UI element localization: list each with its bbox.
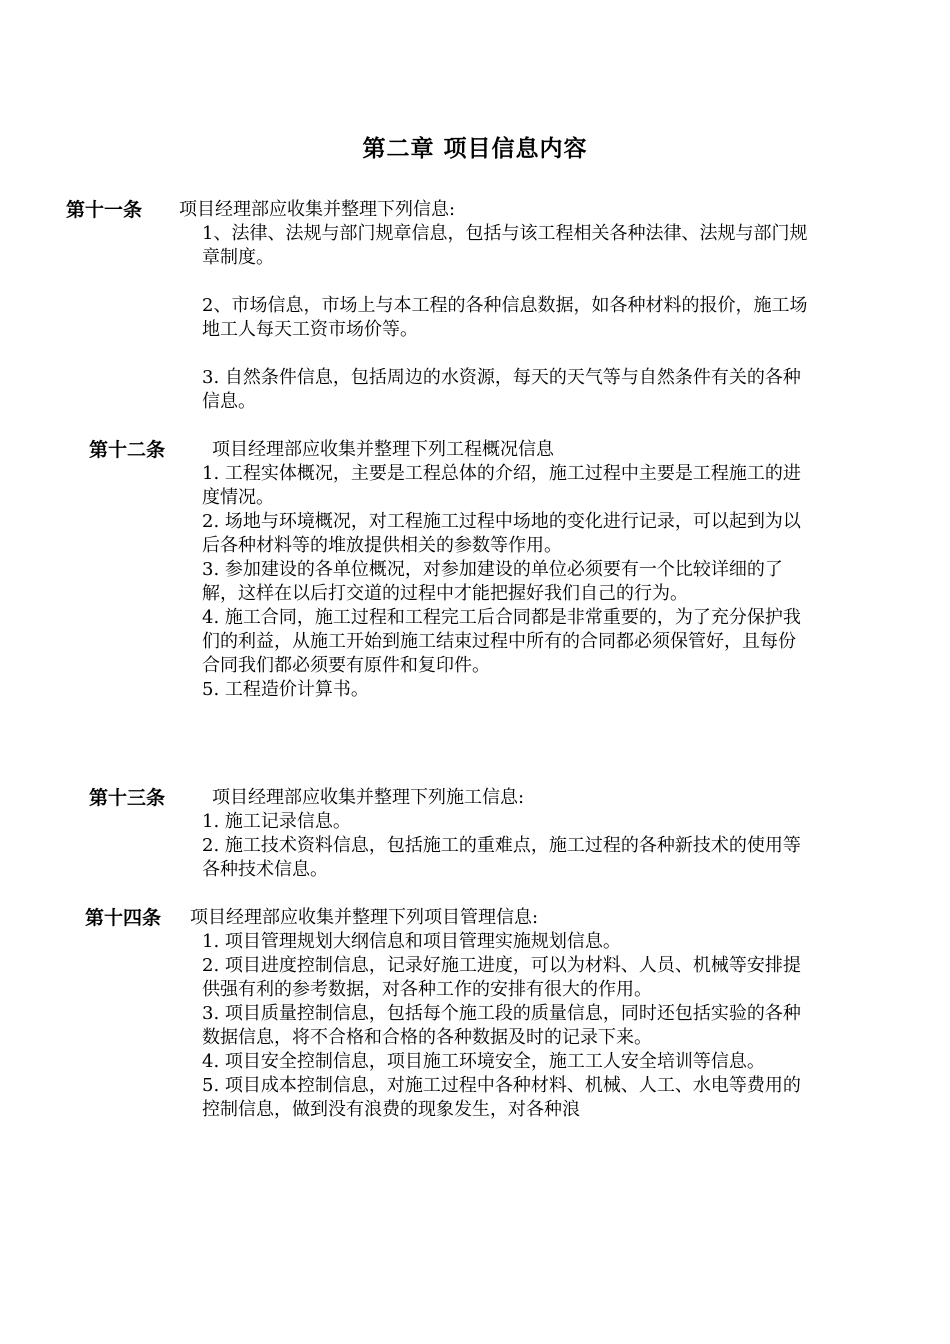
list-item: 5. 工程造价计算书。: [202, 679, 369, 700]
list-item: 1. 施工记录信息。: [202, 811, 351, 832]
article-11-label: 第十一条: [66, 199, 143, 221]
list-item: 2、市场信息，市场上与本工程的各种信息数据，如各种材料的报价，施工场地工人每天工资市场价等。: [202, 295, 808, 340]
article-14-intro: 项目经理部应收集并整理下列项目管理信息:: [190, 907, 539, 928]
article-11-items: [202, 222, 812, 414]
list-item: 4. 施工合同，施工过程和工程完工后合同都是非常重要的，为了充分保护我们的利益，从施工开始到施工结束过程中所有的合同都必须保管好，且每份合同我们都必须要有原件和复印件。: [202, 607, 801, 676]
article-12-label: 第十二条: [89, 439, 166, 461]
article-13-label: 第十三条: [89, 787, 166, 809]
article-13-intro: 项目经理部应收集并整理下列施工信息:: [212, 787, 525, 808]
article-12-intro: 项目经理部应收集并整理下列工程概况信息: [212, 439, 554, 460]
article-13-items: [202, 810, 812, 882]
article-11-intro: 项目经理部应收集并整理下列信息:: [179, 199, 456, 220]
list-item: 1. 工程实体概况，主要是工程总体的介绍，施工过程中主要是工程施工的进度情况。: [202, 463, 801, 508]
list-item: 2. 施工技术资料信息，包括施工的重难点，施工过程的各种新技术的使用等各种技术信息。: [202, 835, 801, 880]
article-14-items: [202, 930, 812, 1122]
article-14-label: 第十四条: [85, 907, 162, 929]
list-item: 1. 项目管理规划大纲信息和项目管理实施规划信息。: [202, 931, 621, 952]
list-item: 1、法律、法规与部门规章信息，包括与该工程相关各种法律、法规与部门规章制度。: [202, 223, 808, 268]
list-item: 2. 场地与环境概况，对工程施工过程中场地的变化进行记录，可以起到为以后各种材料等的堆放提供相关的参数等作用。: [202, 511, 801, 556]
list-item: 2. 项目进度控制信息，记录好施工进度，可以为材料、人员、机械等安排提供强有利的参考数据，对各种工作的安排有很大的作用。: [202, 955, 801, 1000]
article-12-items: [202, 462, 812, 702]
list-item: 5. 项目成本控制信息，对施工过程中各种材料、机械、人工、水电等费用的控制信息，做到没有浪费的现象发生，对各种浪: [202, 1075, 801, 1120]
list-item: 4. 项目安全控制信息，项目施工环境安全，施工工人安全培训等信息。: [202, 1051, 765, 1072]
list-item: 3. 项目质量控制信息，包括每个施工段的质量信息，同时还包括实验的各种数据信息，将不合格和合格的各种数据及时的记录下来。: [202, 1003, 801, 1048]
list-item: 3. 参加建设的各单位概况，对参加建设的单位必须要有一个比较详细的了解，这样在以后打交道的过程中才能把握好我们自己的行为。: [202, 559, 783, 604]
list-item: 3. 自然条件信息，包括周边的水资源，每天的天气等与自然条件有关的各种信息。: [202, 367, 801, 412]
chapter-title: 第二章 项目信息内容: [362, 136, 588, 162]
